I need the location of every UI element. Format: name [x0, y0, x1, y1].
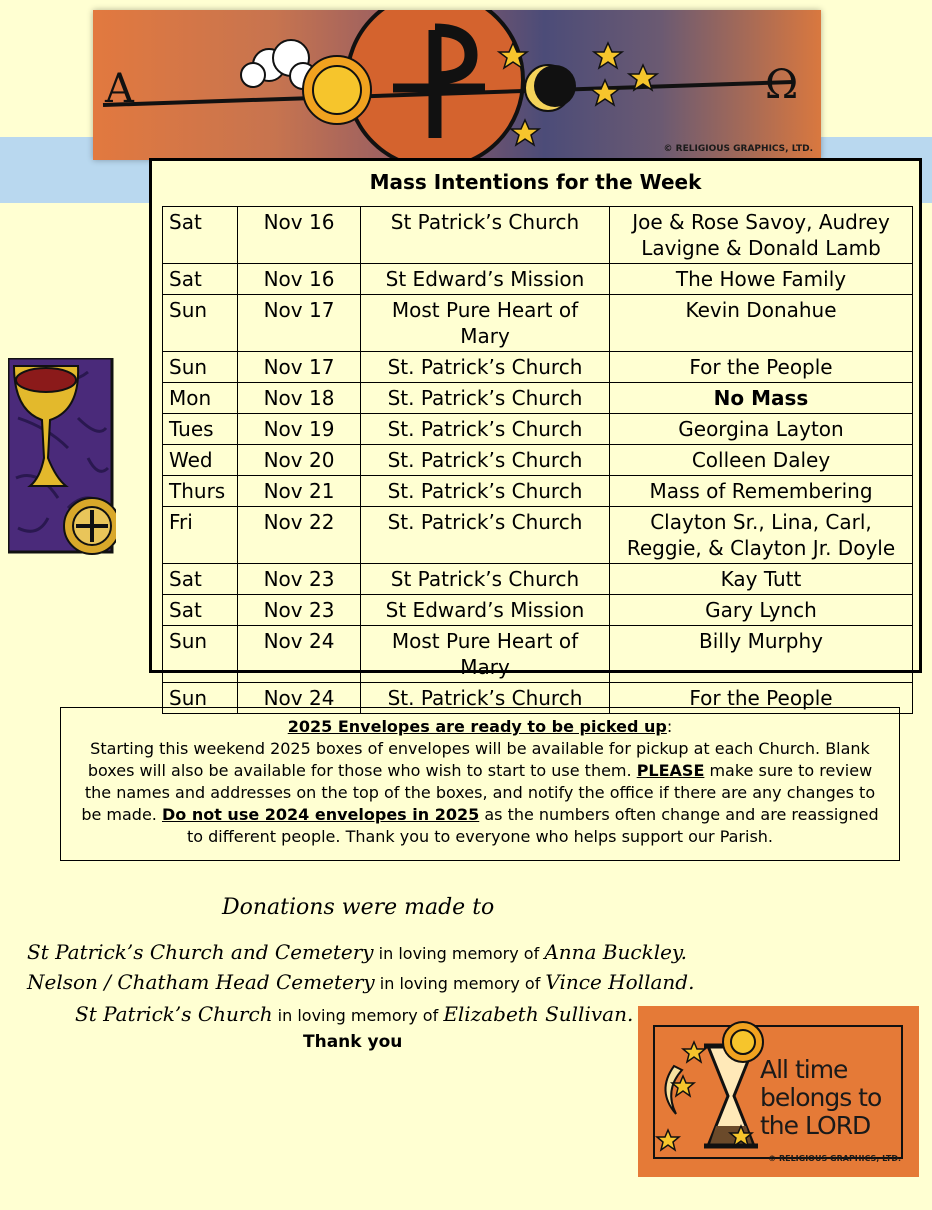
- row-location: St Edward’s Mission: [361, 264, 610, 295]
- donation-place: St Patrick’s Church and Cemetery: [27, 940, 374, 964]
- envelopes-heading-colon: :: [666, 717, 673, 736]
- table-row: [163, 414, 913, 445]
- row-day: Sun: [163, 626, 238, 683]
- row-day: Sun: [163, 295, 238, 352]
- row-location: St. Patrick’s Church: [361, 683, 610, 714]
- donations-title: Donations were made to: [222, 895, 495, 920]
- donation-name: Elizabeth Sullivan.: [443, 1002, 634, 1026]
- row-date: Nov 22: [238, 507, 361, 564]
- table-row: [163, 626, 913, 683]
- row-date: Nov 20: [238, 445, 361, 476]
- envelopes-please: PLEASE: [636, 761, 705, 780]
- row-day: Sat: [163, 264, 238, 295]
- row-intention: Billy Murphy: [610, 626, 913, 683]
- row-date: Nov 24: [238, 683, 361, 714]
- table-row: [163, 476, 913, 507]
- sun-icon: [303, 56, 371, 124]
- row-location: St. Patrick’s Church: [361, 507, 610, 564]
- all-time-credit: © RELIGIOUS GRAPHICS, LTD.: [768, 1154, 901, 1163]
- donation-line: [27, 970, 694, 994]
- table-row: [163, 352, 913, 383]
- table-row: [163, 207, 913, 264]
- row-location: St. Patrick’s Church: [361, 445, 610, 476]
- envelopes-notice: [60, 707, 900, 861]
- table-row: [163, 295, 913, 352]
- caption-line: the LORD: [760, 1111, 871, 1140]
- table-row: [163, 383, 913, 414]
- envelopes-text-1: Starting this weekend 2025 boxes of envelopes will be available for pickup at each Church. Blank boxes will also be available for those who wish to start to use them.: [87, 739, 870, 780]
- row-location: St. Patrick’s Church: [361, 476, 610, 507]
- row-day: Fri: [163, 507, 238, 564]
- row-intention: Clayton Sr., Lina, Carl, Reggie, & Clayton Jr. Doyle: [610, 507, 913, 564]
- row-intention: Joe & Rose Savoy, Audrey Lavigne & Donald Lamb: [610, 207, 913, 264]
- row-intention: Colleen Daley: [610, 445, 913, 476]
- envelopes-text-3: as the numbers often change and are reassigned to different people. Thank you to everyone who helps support our Parish.: [186, 805, 879, 846]
- donation-line: [75, 1002, 633, 1026]
- banner-credit: © RELIGIOUS GRAPHICS, LTD.: [663, 144, 813, 154]
- row-day: Sat: [163, 564, 238, 595]
- row-location: St. Patrick’s Church: [361, 352, 610, 383]
- table-row: [163, 595, 913, 626]
- row-day: Sat: [163, 207, 238, 264]
- envelopes-heading: 2025 Envelopes are ready to be picked up: [287, 717, 667, 736]
- row-location: St. Patrick’s Church: [361, 414, 610, 445]
- row-date: Nov 24: [238, 626, 361, 683]
- table-row: [163, 445, 913, 476]
- envelopes-warning: Do not use 2024 envelopes in 2025: [161, 805, 480, 824]
- omega-letter: Ω: [765, 62, 799, 108]
- sun-icon: [723, 1022, 763, 1062]
- alpha-omega-banner: [93, 10, 821, 160]
- caption-line: belongs to: [760, 1083, 882, 1112]
- row-intention: Georgina Layton: [610, 414, 913, 445]
- alpha-letter: A: [105, 66, 134, 112]
- row-day: Tues: [163, 414, 238, 445]
- all-time-caption: [760, 1056, 881, 1140]
- row-date: Nov 23: [238, 564, 361, 595]
- row-date: Nov 16: [238, 207, 361, 264]
- row-intention: The Howe Family: [610, 264, 913, 295]
- donation-name: Anna Buckley.: [544, 940, 687, 964]
- row-intention: For the People: [610, 352, 913, 383]
- row-location: Most Pure Heart of Mary: [361, 626, 610, 683]
- mass-intentions-title: Mass Intentions for the Week: [369, 170, 702, 194]
- row-date: Nov 17: [238, 295, 361, 352]
- row-day: Thurs: [163, 476, 238, 507]
- all-time-graphic: [638, 1006, 919, 1177]
- chalice-host-icon: [8, 358, 116, 558]
- row-day: Sat: [163, 595, 238, 626]
- row-intention: Kay Tutt: [610, 564, 913, 595]
- row-location: St Patrick’s Church: [361, 564, 610, 595]
- donation-name: Vince Holland.: [545, 970, 695, 994]
- table-row: [163, 564, 913, 595]
- row-date: Nov 18: [238, 383, 361, 414]
- donation-line: [27, 940, 687, 964]
- banner-art: [93, 10, 821, 160]
- row-intention: No Mass: [610, 383, 913, 414]
- donation-place: Nelson / Chatham Head Cemetery: [27, 970, 375, 994]
- row-intention: Gary Lynch: [610, 595, 913, 626]
- row-day: Mon: [163, 383, 238, 414]
- table-row: [163, 264, 913, 295]
- table-row: [163, 507, 913, 564]
- row-date: Nov 17: [238, 352, 361, 383]
- row-location: St. Patrick’s Church: [361, 383, 610, 414]
- donation-middle: in loving memory of: [374, 974, 546, 993]
- row-intention: Mass of Remembering: [610, 476, 913, 507]
- donation-middle: in loving memory of: [272, 1006, 444, 1025]
- row-day: Wed: [163, 445, 238, 476]
- row-date: Nov 19: [238, 414, 361, 445]
- caption-line: All time: [760, 1055, 848, 1084]
- row-location: St Patrick’s Church: [361, 207, 610, 264]
- envelopes-text-2: make sure to review the names and addresses on the top of the boxes, and notify the office if there are any changes to be made.: [81, 761, 876, 824]
- row-date: Nov 23: [238, 595, 361, 626]
- moon-icon: [525, 65, 576, 111]
- row-day: Sun: [163, 683, 238, 714]
- thank-you: Thank you: [303, 1032, 403, 1052]
- mass-intentions-box: [149, 158, 922, 710]
- donation-middle: in loving memory of: [373, 944, 545, 963]
- row-intention: Kevin Donahue: [610, 295, 913, 352]
- row-intention: For the People: [610, 683, 913, 714]
- row-date: Nov 21: [238, 476, 361, 507]
- row-location: Most Pure Heart of Mary: [361, 295, 610, 352]
- row-day: Sun: [163, 352, 238, 383]
- row-date: Nov 16: [238, 264, 361, 295]
- mass-intentions-table: [162, 206, 913, 714]
- donation-place: St Patrick’s Church: [75, 1002, 273, 1026]
- row-location: St Edward’s Mission: [361, 595, 610, 626]
